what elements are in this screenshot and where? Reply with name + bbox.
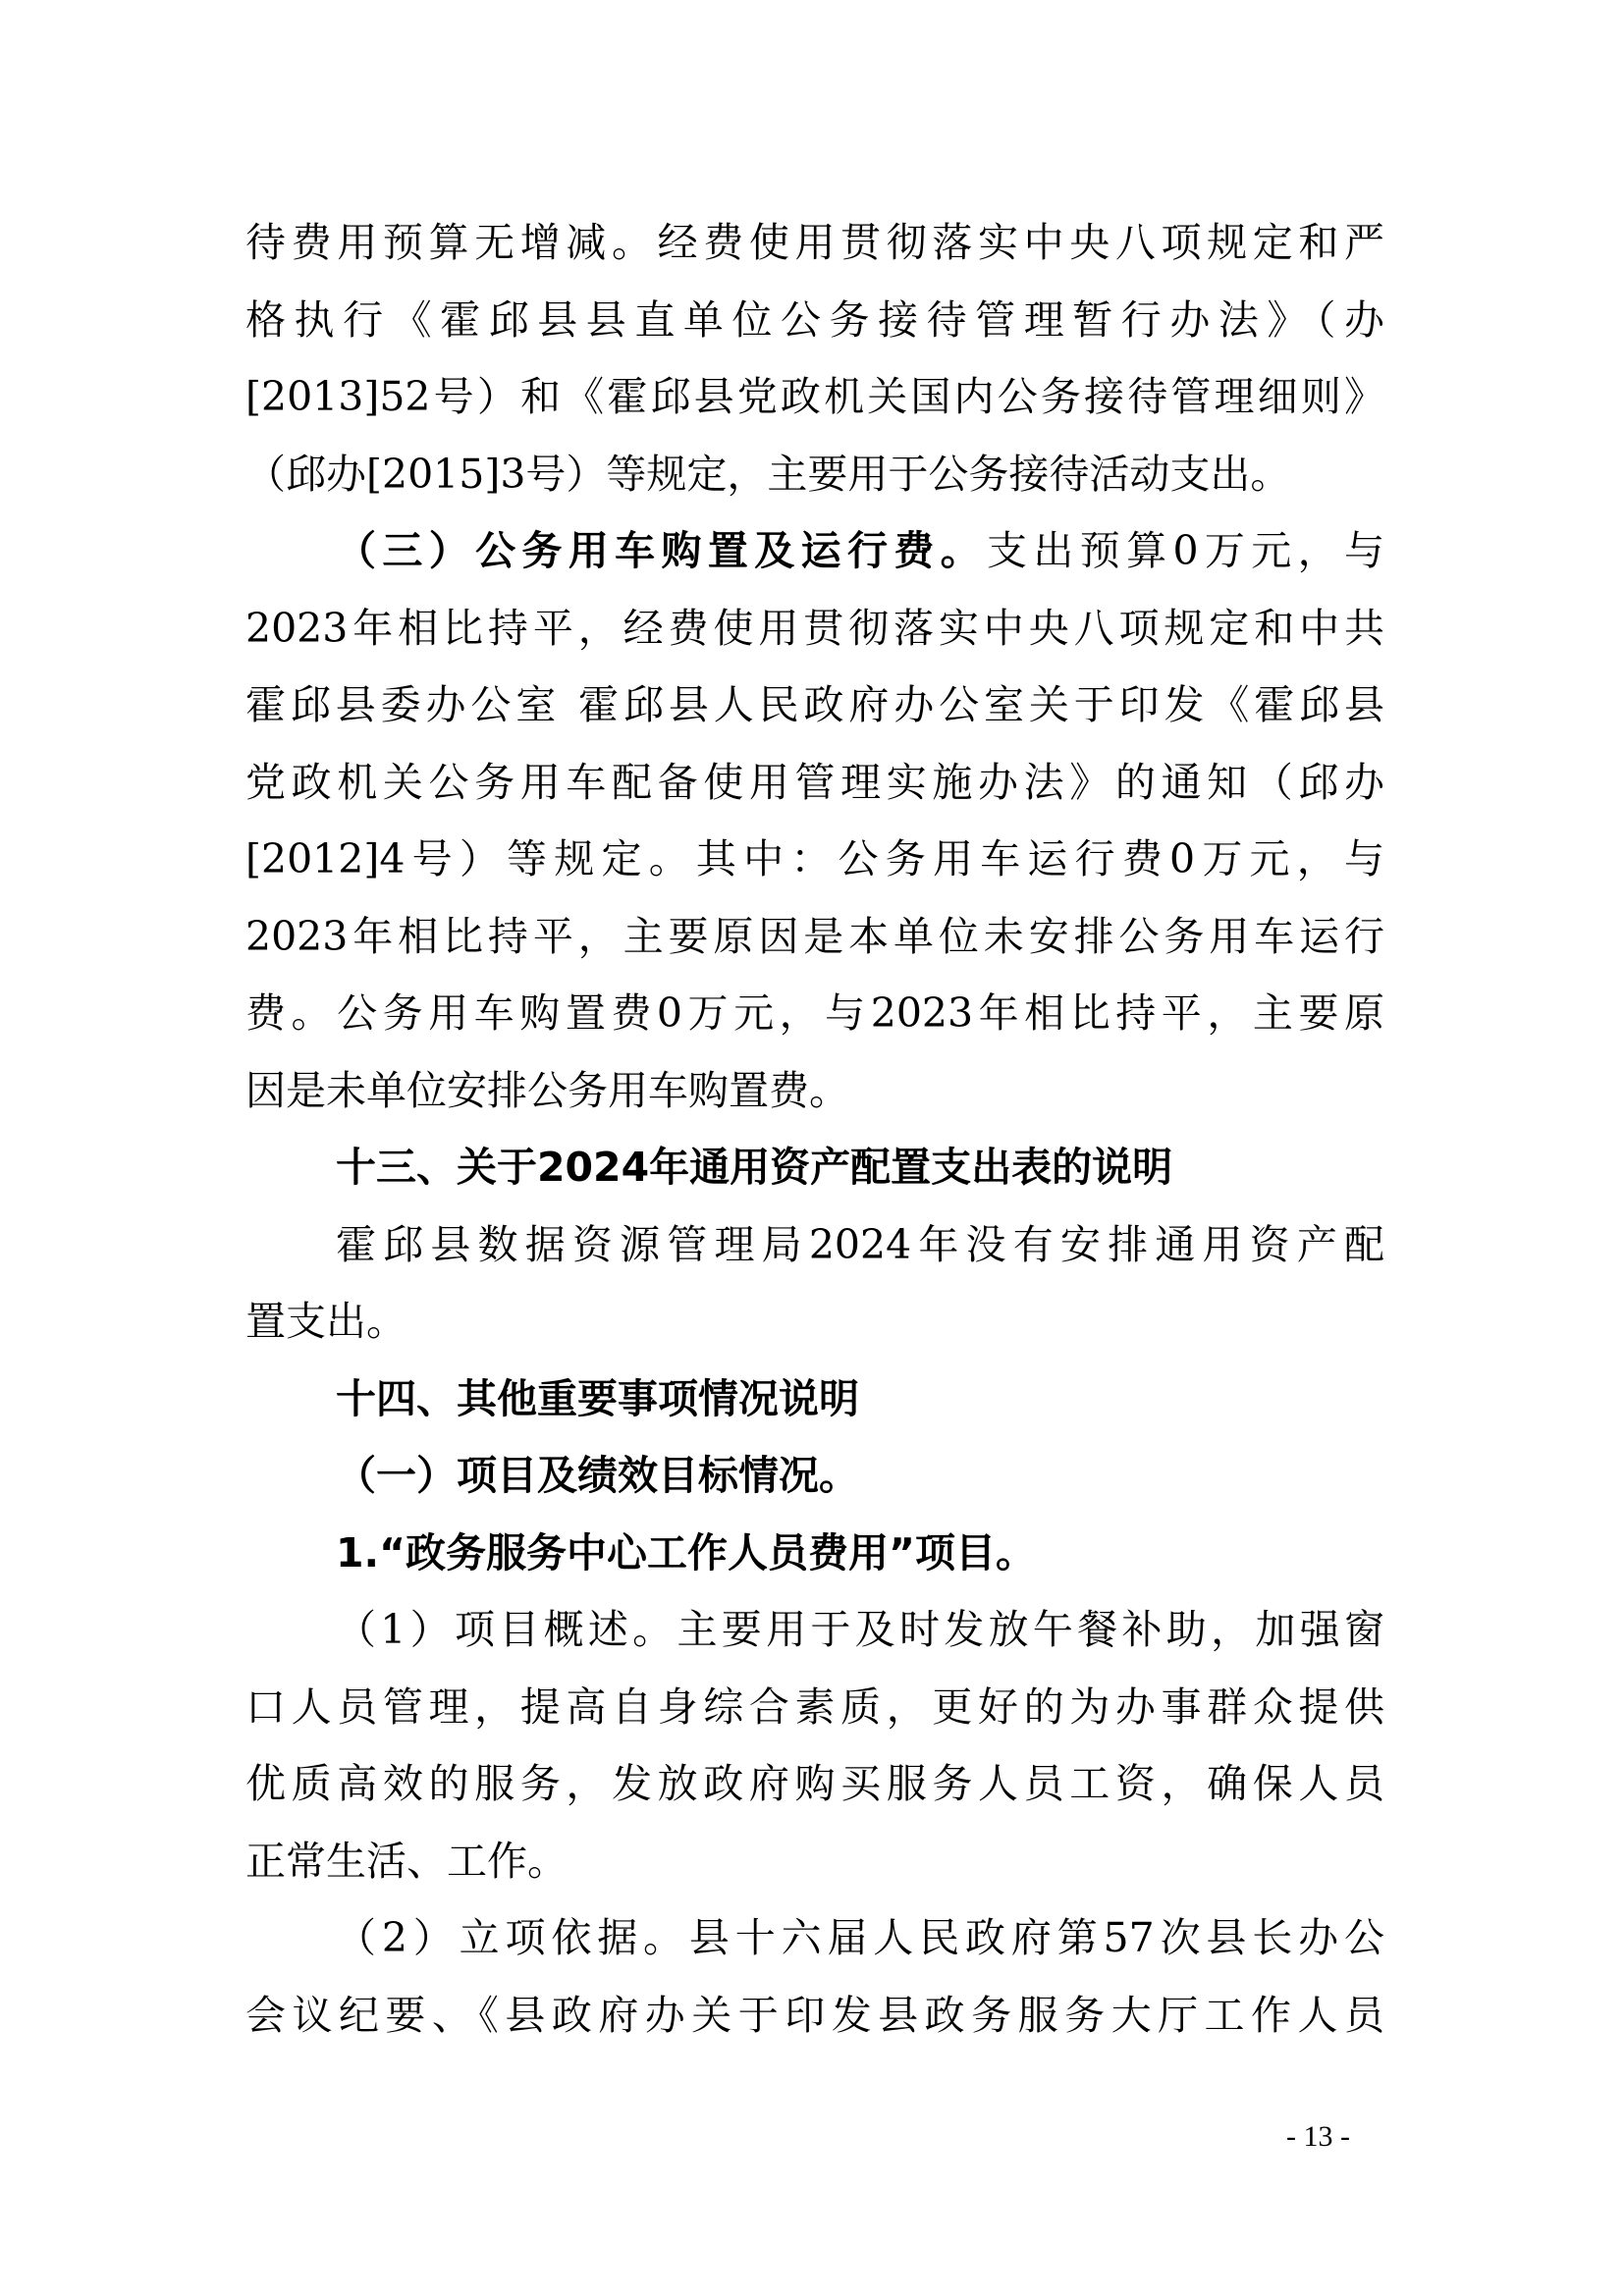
paragraph-line: 2023年相比持平，主要原因是本单位未安排公务用车运行 [245, 912, 1384, 960]
project-heading: 1.“政务服务中心工作人员费用”项目。 [336, 1528, 1036, 1576]
section-heading: 十三、关于2024年通用资产配置支出表的说明 [336, 1144, 1173, 1191]
subsection-title: （三）公务用车购置及运行费。 [336, 527, 988, 574]
paragraph-line: 优质高效的服务，发放政府购买服务人员工资，确保人员 [245, 1760, 1384, 1807]
paragraph-line: 待费用预算无增减。经费使用贯彻落实中央八项规定和严 [245, 219, 1384, 266]
paragraph-text: 支出预算0万元，与 [987, 527, 1384, 574]
paragraph-line: 2023年相比持平，经费使用贯彻落实中央八项规定和中共 [245, 604, 1384, 652]
paragraph-line: 格执行《霍邱县县直单位公务接待管理暂行办法》（办 [245, 295, 1384, 344]
paragraph-line: （邱办[2015]3号）等规定，主要用于公务接待活动支出。 [245, 450, 1291, 498]
paragraph-line: [2012]4号）等规定。其中：公务用车运行费0万元，与 [245, 835, 1384, 882]
subsection-heading: （一）项目及绩效目标情况。 [336, 1452, 859, 1499]
paragraph-line: 口人员管理，提高自身综合素质，更好的为办事群众提供 [245, 1682, 1384, 1731]
paragraph-line: 置支出。 [245, 1298, 406, 1345]
paragraph-line: [2013]52号）和《霍邱县党政机关国内公务接待管理细则》 [245, 373, 1384, 420]
paragraph-line: （2）立项依据。县十六届人民政府第57次县长办公 [336, 1914, 1384, 1961]
paragraph-line: 霍邱县委办公室 霍邱县人民政府办公室关于印发《霍邱县 [245, 681, 1384, 728]
document-body [245, 204, 1384, 2054]
page-number: - 13 - [1286, 2120, 1350, 2153]
section-heading-line [245, 512, 1384, 590]
paragraph-line: 费。公务用车购置费0万元，与2023年相比持平，主要原 [245, 989, 1384, 1037]
section-heading: 十四、其他重要事项情况说明 [336, 1374, 859, 1422]
paragraph-line: 因是未单位安排公务用车购置费。 [245, 1066, 849, 1114]
paragraph-line: 正常生活、工作。 [245, 1837, 568, 1885]
paragraph-line: 党政机关公务用车配备使用管理实施办法》的通知（邱办 [245, 758, 1384, 806]
paragraph-line: 会议纪要、《县政府办关于印发县政务服务大厅工作人员 [245, 1991, 1384, 2039]
paragraph-line: （1）项目概述。主要用于及时发放午餐补助，加强窗 [336, 1606, 1384, 1653]
paragraph-line: 霍邱县数据资源管理局2024年没有安排通用资产配 [336, 1220, 1384, 1268]
